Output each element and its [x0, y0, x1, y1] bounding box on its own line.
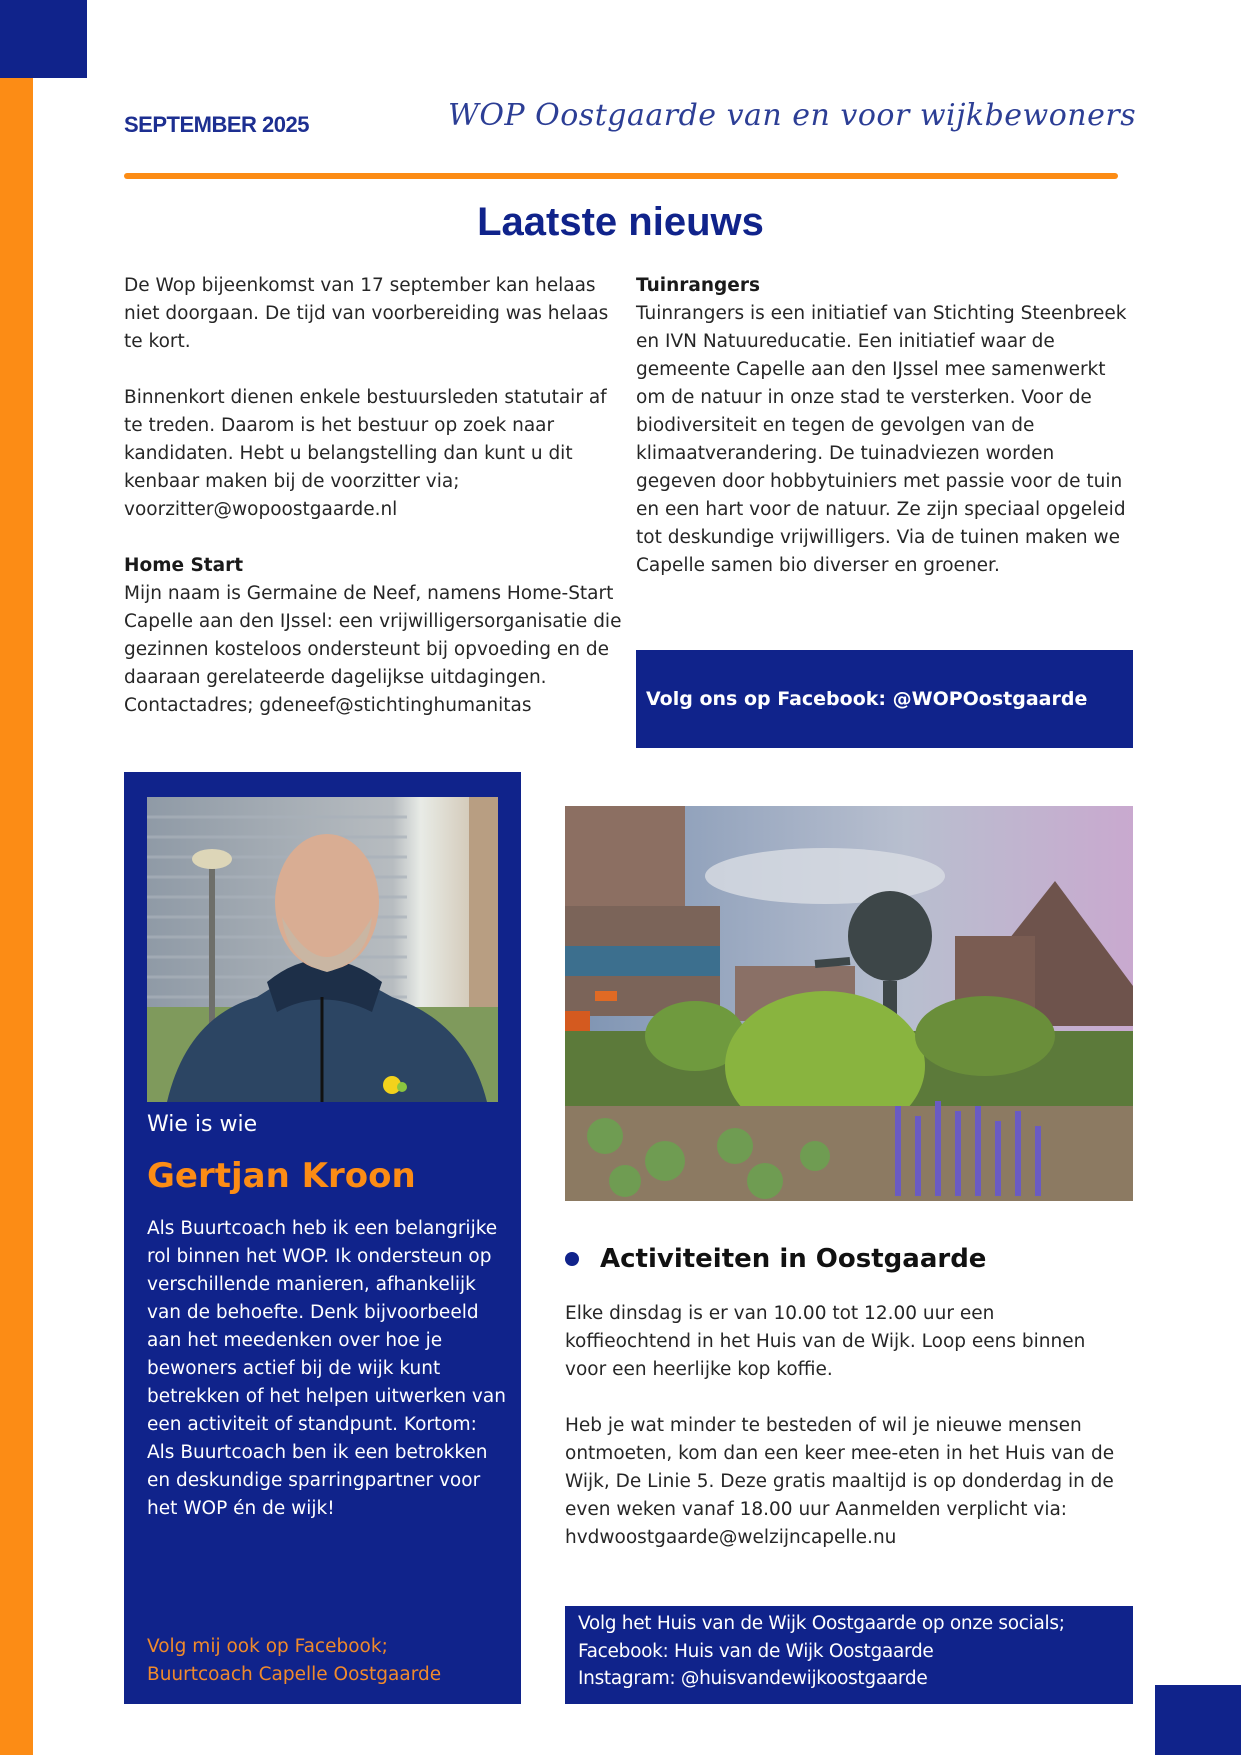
- profile-facebook-link[interactable]: [147, 1633, 507, 1689]
- news-column-left: [124, 272, 624, 720]
- profile-section-label: Wie is wie: [147, 1112, 258, 1137]
- street-photo: [565, 806, 1133, 1201]
- tuinrangers-heading: Tuinrangers: [636, 275, 760, 296]
- activities-heading: [565, 1244, 986, 1274]
- socials-instagram[interactable]: Instagram: @huisvandewijkoostgaarde: [578, 1668, 928, 1689]
- coffee-morning-text: Elke dinsdag is er van 10.00 tot 12.00 uur een koffieochtend in het Huis van de Wijk. Loop eens binnen voor een heerlijke kop koffie.: [565, 1303, 1086, 1380]
- meeting-cancelled-text: De Wop bijeenkomst van 17 september kan helaas niet doorgaan. De tijd van voorbereiding was helaas te kort.: [124, 275, 609, 352]
- socials-intro: Volg het Huis van de Wijk Oostgaarde op onze socials;: [578, 1613, 1065, 1634]
- profile-card: [124, 772, 521, 1704]
- community-dinner-text: Heb je wat minder te besteden of wil je nieuwe mensen ontmoeten, kom dan een keer mee-eten in het Huis van de Wijk, De Linie 5. Deze gratis maaltijd is op donderdag in de even weken vanaf 18.00 uur Aanmelden verplicht via: hvdwoostgaarde@welzijncapelle.nu: [565, 1415, 1115, 1548]
- bull-statue-roundabout-image: [565, 806, 1133, 1201]
- facebook-follow-banner[interactable]: [636, 650, 1133, 748]
- header-divider: [124, 173, 1118, 179]
- facebook-follow-text: Volg ons op Facebook: @WOPOostgaarde: [646, 688, 1088, 710]
- activities-body: [565, 1300, 1125, 1580]
- portrait-image: [147, 797, 498, 1102]
- board-vacancy-text: Binnenkort dienen enkele bestuursleden statutair af te treden. Daarom is het bestuur op zoek naar kandidaten. Hebt u belangstelling dan kunt u dit kenbaar maken bij de voorzitter via; voorzitter@wopoostgaarde.nl: [124, 387, 607, 520]
- corner-block-top: [0, 0, 87, 78]
- news-column-right: [636, 272, 1136, 580]
- activities-heading-text: Activiteiten in Oostgaarde: [600, 1244, 987, 1274]
- corner-block-bottom: [1155, 1685, 1241, 1755]
- profile-photo: [147, 797, 498, 1102]
- home-start-section: [124, 552, 624, 720]
- profile-name: Gertjan Kroon: [147, 1156, 416, 1196]
- profile-follow-line2: Buurtcoach Capelle Oostgaarde: [147, 1664, 442, 1685]
- profile-follow-line1: Volg mij ook op Facebook;: [147, 1636, 388, 1657]
- page-title: Laatste nieuws: [477, 200, 764, 244]
- tuinrangers-body: Tuinrangers is een initiatief van Stichting Steenbreek en IVN Natuureducatie. Een initiatief waar de gemeente Capelle aan den IJssel mee samenwerkt om de natuur in onze stad te versterken. Voor de biodiversiteit en tegen de gevolgen van de klimaatverandering. De tuinadviezen worden gegeven door hobbytuiniers met passie voor de tuin en een hart voor de natuur. Ze zijn speciaal opgeleid tot deskundige vrijwilligers. Via de tuinen maken we Capelle samen bio diverser en groener.: [636, 303, 1127, 576]
- profile-bio: Als Buurtcoach heb ik een belangrijke rol binnen het WOP. Ik ondersteun op verschillende manieren, afhankelijk van de behoefte. Denk bijvoorbeeld aan het meedenken over hoe je bewoners actief bij de wijk kunt betrekken of het helpen uitwerken van een activiteit of standpunt. Kortom: Als Buurtcoach ben ik een betrokken en deskundige sparringpartner voor het WOP én de wijk!: [147, 1218, 506, 1519]
- newsletter-tagline: WOP Oostgaarde van en voor wijkbewoners: [448, 98, 1137, 133]
- home-start-heading: Home Start: [124, 555, 244, 576]
- home-start-body: Mijn naam is Germaine de Neef, namens Home-Start Capelle aan den IJssel: een vrijwilligersorganisatie die gezinnen kosteloos ondersteunt bij opvoeding en de daaraan gerelateerde dagelijkse uitdagingen. Contactadres; gdeneef@stichtinghumanitas: [124, 583, 622, 716]
- orange-side-bar: [0, 78, 33, 1755]
- socials-facebook[interactable]: Facebook: Huis van de Wijk Oostgaarde: [578, 1640, 934, 1662]
- socials-box: [565, 1606, 1133, 1704]
- issue-date: SEPTEMBER 2025: [124, 112, 309, 137]
- bullet-icon: [565, 1252, 579, 1266]
